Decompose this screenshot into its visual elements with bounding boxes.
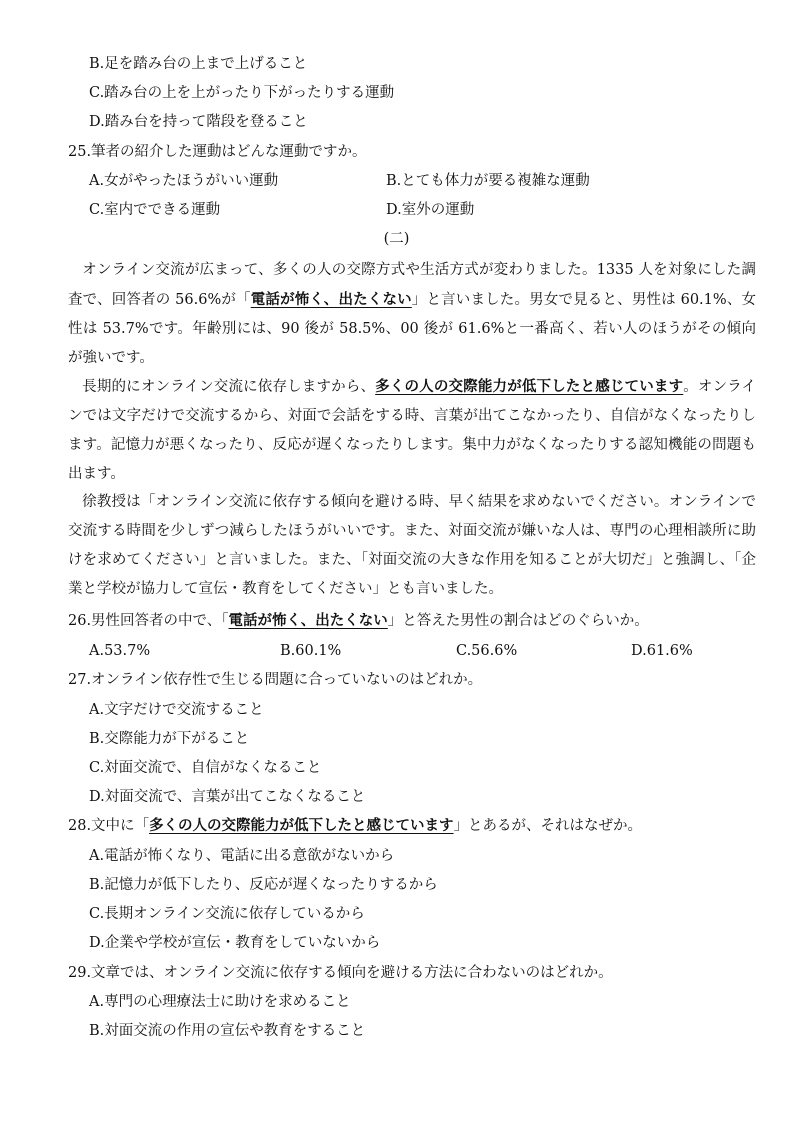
paragraph-3-text: 徐教授は「オンライン交流に依存する傾向を避ける時、早く結果を求めないでください。オンラインで交流する時間を少しずつ減らしたほうがいいです。また、対面交流が嫌いな人は、専門の心理相談所に助けを求めてください」と言いました。また、「対面交流の大きな作用を知ることが大切だ」と強調し、「企業と学校が協力して宣伝・教育をしてください」とも言いました。 [68,494,756,597]
passage-paragraph-3 [68,488,756,604]
q28-stem [68,816,642,836]
q24-option-c: C.踏み台の上を上がったり下がったりする運動 [89,85,395,101]
q25-option-c: C.室内でできる運動 [89,202,221,218]
q26-stem-end: 」と答えた男性の割合はどのぐらいか。 [387,613,649,629]
q29-option-b: B.対面交流の作用の宣伝や教育をすること [89,1023,366,1039]
q27-option-b: B.交際能力が下がること [89,731,250,747]
q28-stem-end: 」とあるが、それはなぜか。 [453,818,643,834]
q27-option-d: D.対面交流で、言葉が出てこなくなること [89,789,366,805]
paragraph-1-text-start: オンライン交流が広まって、多くの人の交際方式や生活方式が変わりました。1335 人を対象にした調査で、回答者の 56.6%が「 [68,262,756,308]
q25-stem: 25.筆者の紹介した運動はどんな運動ですか。 [68,144,367,160]
section-heading: (二) [383,231,410,247]
q27-option-a: A.文字だけで交流すること [89,702,264,718]
q26-option-a: A.53.7% [89,643,151,659]
q28-stem-start: 28.文中に「 [68,818,150,834]
paragraph-1-highlight: 電話が怖く、出たくない [250,291,412,308]
passage-paragraph-2 [68,372,756,489]
q26-stem-highlight: 電話が怖く、出たくない [228,612,388,629]
q26-stem [68,611,649,631]
q24-option-d: D.踏み台を持って階段を登ること [89,114,308,130]
q28-stem-highlight: 多くの人の交際能力が低下したと感じています [149,817,454,834]
q28-option-d: D.企業や学校が宣伝・教育をしていないから [89,935,381,951]
q26-option-b: B.60.1% [280,643,342,659]
q26-stem-start: 26.男性回答者の中で、「 [68,613,229,629]
q28-option-c: C.長期オンライン交流に依存しているから [89,906,365,922]
q28-option-b: B.記憶力が低下したり、反応が遅くなったりするから [89,877,438,893]
q27-stem: 27.オンライン依存性で生じる問題に合っていないのはどれか。 [68,672,483,688]
q24-option-b: B.足を踏み台の上まで上げること [89,56,308,72]
q26-option-d: D.61.6% [631,643,693,659]
q26-option-c: C.56.6% [456,643,518,659]
paragraph-2-text-end: 。オンラインでは文字だけで交流するから、対面で会話をする時、言葉が出てこなかったり、自信がなくなったりします。記憶力が悪くなったり、反応が遅くなったりします。集中力がなくなったりする認知機能の問題も出ます。 [68,379,756,482]
paragraph-2-text-start: 長期的にオンライン交流に依存しますから、 [82,379,376,395]
q29-option-a: A.専門の心理療法士に助けを求めること [89,994,351,1010]
q25-option-a: A.女がやったほうがいい運動 [89,173,279,189]
q25-option-b: B.とても体力が要る複雑な運動 [386,173,590,189]
q28-option-a: A.電話が怖くなり、電話に出る意欲がないから [89,848,395,864]
passage-paragraph-1 [68,256,756,373]
q27-option-c: C.対面交流で、自信がなくなること [89,760,322,776]
q25-option-d: D.室外の運動 [386,202,475,218]
paragraph-1-text-end: 」と言いました。男女で見ると、男性は 60.1%、女性は 53.7%です。年齢別には、90 後が 58.5%、00 後が 61.6%と一番高く、若い人のほうがその傾向が強いです。 [68,292,756,366]
paragraph-2-highlight: 多くの人の交際能力が低下したと感じています [375,378,684,395]
q29-stem: 29.文章では、オンライン交流に依存する傾向を避ける方法に合わないのはどれか。 [68,965,613,981]
